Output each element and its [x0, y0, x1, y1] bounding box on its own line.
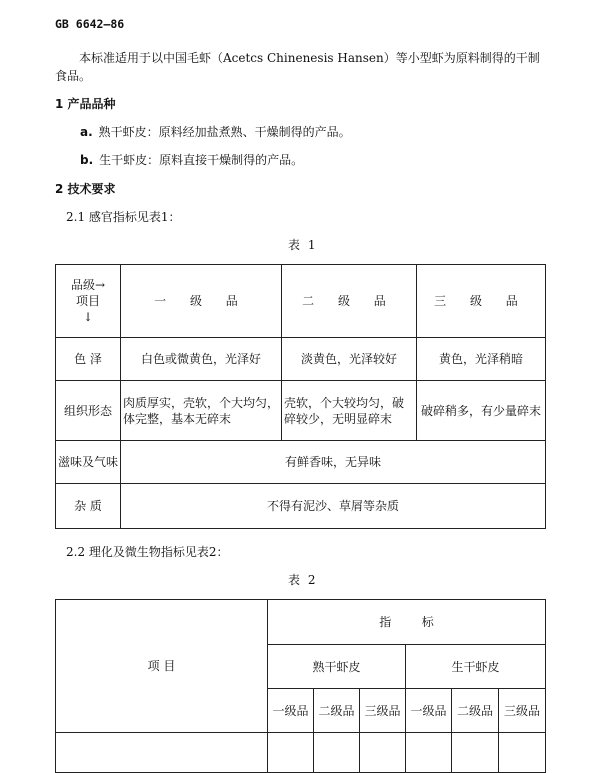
- grade-header: 一级品: [406, 689, 452, 733]
- table-cell: [360, 733, 406, 773]
- table-2-caption: 表 2: [288, 573, 318, 587]
- item-letter: a.: [80, 125, 93, 139]
- grade-header: 二 级 品: [282, 265, 417, 338]
- row-label: 杂 质: [56, 484, 121, 529]
- section-1-title: 1 产品品种: [55, 97, 116, 111]
- group-header: 熟干虾皮: [268, 645, 406, 689]
- corner-item-label: 项目: [75, 294, 100, 308]
- corner-cell: [56, 265, 121, 338]
- table-cell: 破碎稍多，有少量碎末: [417, 381, 546, 441]
- group-header: 生干虾皮: [406, 645, 546, 689]
- table-cell: 淡黄色，光泽较好: [282, 338, 417, 381]
- table-cell: [452, 733, 499, 773]
- section-2-title: 2 技术要求: [55, 182, 116, 196]
- table-row: [56, 484, 546, 529]
- table-cell: 白色或微黄色，光泽好: [121, 338, 282, 381]
- row-label: 色 泽: [56, 338, 121, 381]
- table-1: [55, 264, 546, 529]
- subsection-2-1: 2.1 感官指标见表1：: [66, 210, 181, 224]
- row-label: 组织形态: [56, 381, 121, 441]
- table-cell: [406, 733, 452, 773]
- row-label: 滋味及气味: [56, 441, 121, 484]
- table-cell: 不得有泥沙、草屑等杂质: [121, 484, 546, 529]
- list-item: [80, 123, 351, 140]
- table-cell: [56, 733, 268, 773]
- item-text: 生干虾皮：原料直接干燥制得的产品。: [99, 153, 304, 167]
- table-cell: 黄色，光泽稍暗: [417, 338, 546, 381]
- grade-header: 三级品: [499, 689, 546, 733]
- table-2: [55, 599, 546, 773]
- item-header: 项 目: [56, 600, 268, 733]
- table-row: [56, 733, 546, 773]
- list-item: [80, 151, 303, 168]
- grade-header: 一级品: [268, 689, 314, 733]
- grade-header: 三级品: [360, 689, 406, 733]
- intro-paragraph: 本标准适用于以中国毛虾（Acetcs Chinenesis Hansen）等小型虾为原料制得的干制食品。: [55, 51, 540, 83]
- standard-code: GB 6642—86: [55, 17, 125, 31]
- table-row: [56, 381, 546, 441]
- table-1-caption: 表 1: [288, 238, 318, 252]
- grade-header: 二级品: [452, 689, 499, 733]
- item-text: 熟干虾皮：原料经加盐煮熟、干燥制得的产品。: [98, 125, 351, 139]
- down-arrow-icon: ↓: [82, 310, 94, 324]
- indicator-header: 指 标: [268, 600, 546, 645]
- corner-grade-label: 品级→: [70, 278, 106, 292]
- table-cell: [499, 733, 546, 773]
- table-cell: [268, 733, 314, 773]
- table-cell: 肉质厚实，壳软，个大均匀，体完整，基本无碎末: [121, 381, 282, 441]
- table-row: [56, 441, 546, 484]
- table-cell: 壳软，个大较均匀，破碎较少，无明显碎末: [282, 381, 417, 441]
- grade-header: 二级品: [314, 689, 360, 733]
- grade-header: 三 级 品: [417, 265, 546, 338]
- table-cell: [314, 733, 360, 773]
- subsection-2-2: 2.2 理化及微生物指标见表2：: [66, 545, 229, 559]
- table-row: [56, 338, 546, 381]
- item-letter: b.: [80, 153, 94, 167]
- table-cell: 有鲜香味，无异味: [121, 441, 546, 484]
- grade-header: 一 级 品: [121, 265, 282, 338]
